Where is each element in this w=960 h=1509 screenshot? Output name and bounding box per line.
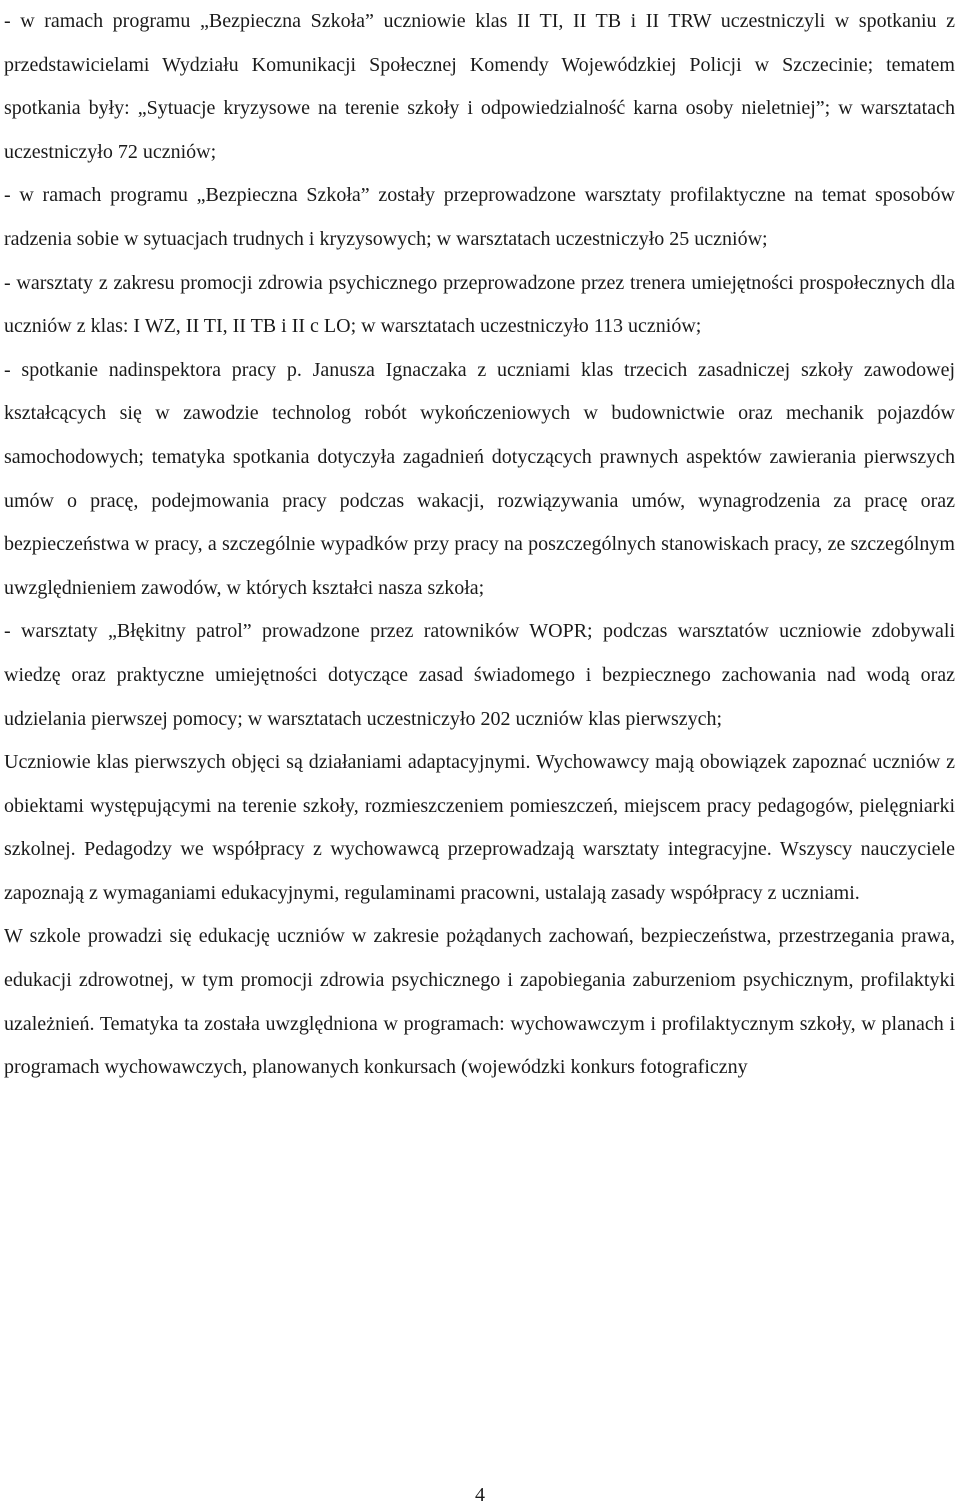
- page-number: 4: [475, 1484, 485, 1506]
- document-body: [4, 0, 955, 1090]
- paragraph-bezpieczna-szkola-workshops: - w ramach programu „Bezpieczna Szkoła” zostały przeprowadzone warsztaty profilaktyczne na temat sposobów radzenia sobie w sytuacjach trudnych i kryzysowych; w warsztatach uczestniczyło 25 uczniów;: [4, 184, 955, 250]
- paragraph-bezpieczna-szkola-police-meeting: - w ramach programu „Bezpieczna Szkoła” uczniowie klas II TI, II TB i II TRW uczestniczyli w spotkaniu z przedstawicielami Wydziału Komunikacji Społecznej Komendy Wojewódzkiej Policji w Szczecinie; tematem spotkania były: „Sytuacje kryzysowe na terenie szkoły i odpowiedzialność karna osoby nieletniej”; w warsztatach uczestniczyło 72 uczniów;: [4, 10, 955, 163]
- paragraph-labour-inspector-meeting: - spotkanie nadinspektora pracy p. Janusza Ignaczaka z uczniami klas trzecich zasadniczej szkoły zawodowej kształcących się w zawodzie technolog robót wykończeniowych w budownictwie oraz mechanik pojazdów samochodowych; tematyka spotkania dotyczyła zagadnień dotyczących prawnych aspektów zawierania pierwszych umów o pracę, podejmowania pracy podczas wakacji, rozwiązywania umów, wynagrodzenia za pracę oraz bezpieczeństwa w pracy, a szczególnie wypadków przy pracy na poszczególnych stanowiskach pracy, ze szczególnym uwzględnieniem zawodów, w których kształci nasza szkoła;: [4, 358, 955, 599]
- paragraph-blekitny-patrol: - warsztaty „Błękitny patrol” prowadzone przez ratowników WOPR; podczas warsztatów uczniowie zdobywali wiedzę oraz praktyczne umiejętności dotyczące zasad świadomego i bezpiecznego zachowania nad wodą oraz udzielania pierwszej pomocy; w warsztatach uczestniczyło 202 uczniów klas pierwszych;: [4, 620, 955, 730]
- paragraph-mental-health-workshops: - warsztaty z zakresu promocji zdrowia psychicznego przeprowadzone przez trenera umiejętności prospołecznych dla uczniów z klas: I WZ, II TI, II TB i II c LO; w warsztatach uczestniczyło 113 uczniów;: [4, 271, 955, 338]
- paragraph-first-year-adaptation: Uczniowie klas pierwszych objęci są działaniami adaptacyjnymi. Wychowawcy mają obowiązek zapoznać uczniów z obiektami występującymi na terenie szkoły, rozmieszczeniem pomieszczeń, miejscem pracy pedagogów, pielęgniarki szkolnej. Pedagodzy we współpracy z wychowawcą przeprowadzają warsztaty integracyjne. Wszyscy nauczyciele zapoznają z wymaganiami edukacyjnymi, regulaminami pracowni, ustalają zasady współpracy z uczniami.: [4, 751, 955, 904]
- paragraph-health-education: W szkole prowadzi się edukację uczniów w zakresie pożądanych zachowań, bezpieczeństwa, przestrzegania prawa, edukacji zdrowotnej, w tym promocji zdrowia psychicznego i zapobiegania zaburzeniom psychicznym, profilaktyki uzależnień. Tematyka ta została uwzględniona w programach: wychowawczym i profilaktycznym szkoły, w planach i programach wychowawczych, planowanych konkursach (wojewódzki konkurs fotograficzny: [4, 925, 955, 1079]
